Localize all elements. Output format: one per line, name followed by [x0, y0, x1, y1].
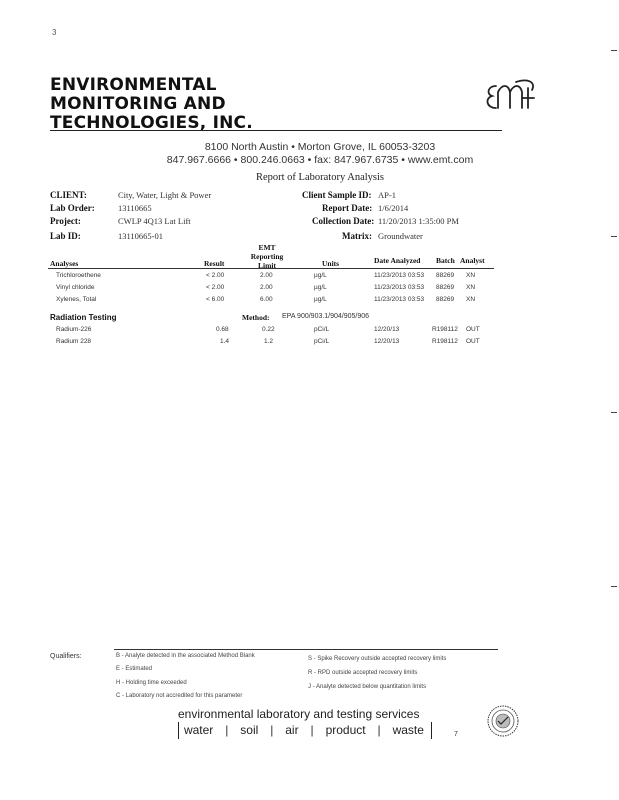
row-result: < 2.00	[206, 284, 225, 291]
qualifiers-label: Qualifiers:	[50, 653, 82, 660]
qualifier-item: C - Laboratory not accredited for this parameter	[116, 693, 243, 699]
footer-divider: |	[225, 723, 229, 737]
row-analyte: Trichloroethene	[56, 272, 101, 279]
footer-tagline: environmental laboratory and testing services	[178, 707, 420, 721]
footer-service: water	[183, 723, 214, 737]
row-analyte: Radium 228	[56, 338, 92, 345]
row-batch: 88269	[436, 296, 455, 303]
row-result: 1.4	[220, 338, 230, 345]
row-analyst: OUT	[466, 326, 480, 333]
row-date: 12/20/13	[374, 326, 400, 333]
qualifier-item: S - Spike Recovery outside accepted recovery limits	[308, 656, 447, 662]
edge-tick	[611, 586, 617, 587]
col-date-analyzed: Date Analyzed	[374, 256, 421, 265]
accreditation-seal	[486, 704, 520, 738]
footer-service: soil	[240, 723, 259, 737]
footer-service: air	[285, 723, 299, 737]
header-rule	[48, 268, 494, 269]
page-corner-mark: 3	[52, 28, 57, 37]
row-units: µg/L	[314, 284, 327, 291]
company-phones: 847.967.6666 • 800.246.0663 • fax: 847.967.6735 • www.emt.com	[166, 154, 474, 166]
col-analyses: Analyses	[50, 259, 79, 268]
collection-date-value: 11/20/2013 1:35:00 PM	[378, 216, 459, 226]
qualifiers-rule	[114, 649, 498, 650]
row-limit: 2.00	[260, 284, 273, 291]
method-label: Method:	[242, 313, 270, 322]
row-date: 11/23/2013 03:53	[374, 284, 425, 291]
col-batch: Batch	[436, 256, 455, 265]
qualifier-item: J - Analyte detected below quantitation limits	[308, 684, 427, 690]
qualifier-item: E - Estimated	[116, 666, 153, 672]
page-number: 7	[454, 731, 458, 738]
footer-divider: |	[310, 723, 314, 737]
row-batch: R198112	[432, 326, 458, 333]
company-name	[50, 76, 253, 133]
row-analyte: Vinyl chloride	[56, 284, 95, 291]
client-value: City, Water, Light & Power	[118, 190, 212, 200]
project-label: Project:	[50, 216, 81, 226]
row-batch: R198112	[432, 338, 458, 345]
row-analyte: Radium-226	[56, 326, 92, 333]
qualifier-item: R - RPD outside accepted recovery limits	[308, 670, 418, 676]
sample-id-value: AP-1	[378, 190, 396, 200]
col-result: Result	[204, 259, 225, 268]
lab-order-value: 13110665	[118, 203, 152, 213]
row-analyst: OUT	[466, 338, 480, 345]
row-analyst: XN	[466, 272, 476, 279]
edge-tick	[611, 412, 617, 413]
company-address: 8100 North Austin • Morton Grove, IL 60053-3203	[204, 141, 436, 153]
row-units: µg/L	[314, 296, 327, 303]
report-date-value: 1/6/2014	[378, 203, 409, 213]
client-label: CLIENT:	[50, 190, 87, 200]
row-result: < 2.00	[206, 272, 225, 279]
row-batch: 88269	[436, 284, 455, 291]
lab-id-value: 13110665-01	[118, 231, 164, 241]
footer-service: product	[325, 723, 366, 737]
col-limit-line1: EMT	[258, 243, 276, 252]
letterhead-rule	[50, 130, 502, 131]
row-analyte: Xylenes, Total	[56, 296, 97, 303]
company-line-3: TECHNOLOGIES, INC.	[50, 113, 253, 133]
method-value: EPA 900/903.1/904/905/906	[282, 313, 370, 320]
report-title: Report of Laboratory Analysis	[255, 172, 384, 183]
row-limit: 2.00	[260, 272, 273, 279]
company-logo	[482, 74, 542, 120]
row-units: µg/L	[314, 272, 327, 279]
qualifier-item: B - Analyte detected in the associated Method Blank	[116, 653, 255, 659]
col-units: Units	[322, 259, 340, 268]
footer-service: waste	[392, 723, 424, 737]
row-date: 11/23/2013 03:53	[374, 296, 425, 303]
row-analyst: XN	[466, 296, 476, 303]
row-result: < 6.00	[206, 296, 225, 303]
edge-tick	[611, 236, 617, 237]
qualifier-item: H - Holding time exceeded	[116, 680, 187, 686]
row-analyst: XN	[466, 284, 476, 291]
row-date: 12/20/13	[374, 338, 400, 345]
report-date-label: Report Date:	[322, 203, 373, 213]
collection-date-label: Collection Date:	[312, 216, 375, 226]
lab-id-label: Lab ID:	[50, 231, 81, 241]
footer-divider: |	[377, 723, 381, 737]
row-limit: 1.2	[264, 338, 274, 345]
project-value: CWLP 4Q13 Lat Lift	[118, 216, 191, 226]
row-limit: 6.00	[260, 296, 273, 303]
footer-divider: |	[270, 723, 274, 737]
col-analyst: Analyst	[460, 256, 485, 265]
footer-services	[178, 723, 430, 740]
row-units: pCi/L	[314, 326, 330, 333]
row-batch: 88269	[436, 272, 455, 279]
company-line-1: ENVIRONMENTAL	[50, 75, 217, 95]
row-date: 11/23/2013 03:53	[374, 272, 425, 279]
row-result: 0.68	[216, 326, 229, 333]
sample-id-label: Client Sample ID:	[302, 190, 372, 200]
col-limit-line2: Reporting	[250, 252, 284, 261]
matrix-value: Groundwater	[378, 231, 423, 241]
section-radiation-testing: Radiation Testing	[50, 313, 117, 322]
lab-order-label: Lab Order:	[50, 203, 95, 213]
edge-tick	[611, 50, 617, 51]
row-limit: 0.22	[262, 326, 275, 333]
matrix-label: Matrix:	[342, 231, 372, 241]
row-units: pCi/L	[314, 338, 330, 345]
company-line-2: MONITORING AND	[50, 94, 226, 114]
col-limit-line3: Limit	[258, 261, 276, 270]
